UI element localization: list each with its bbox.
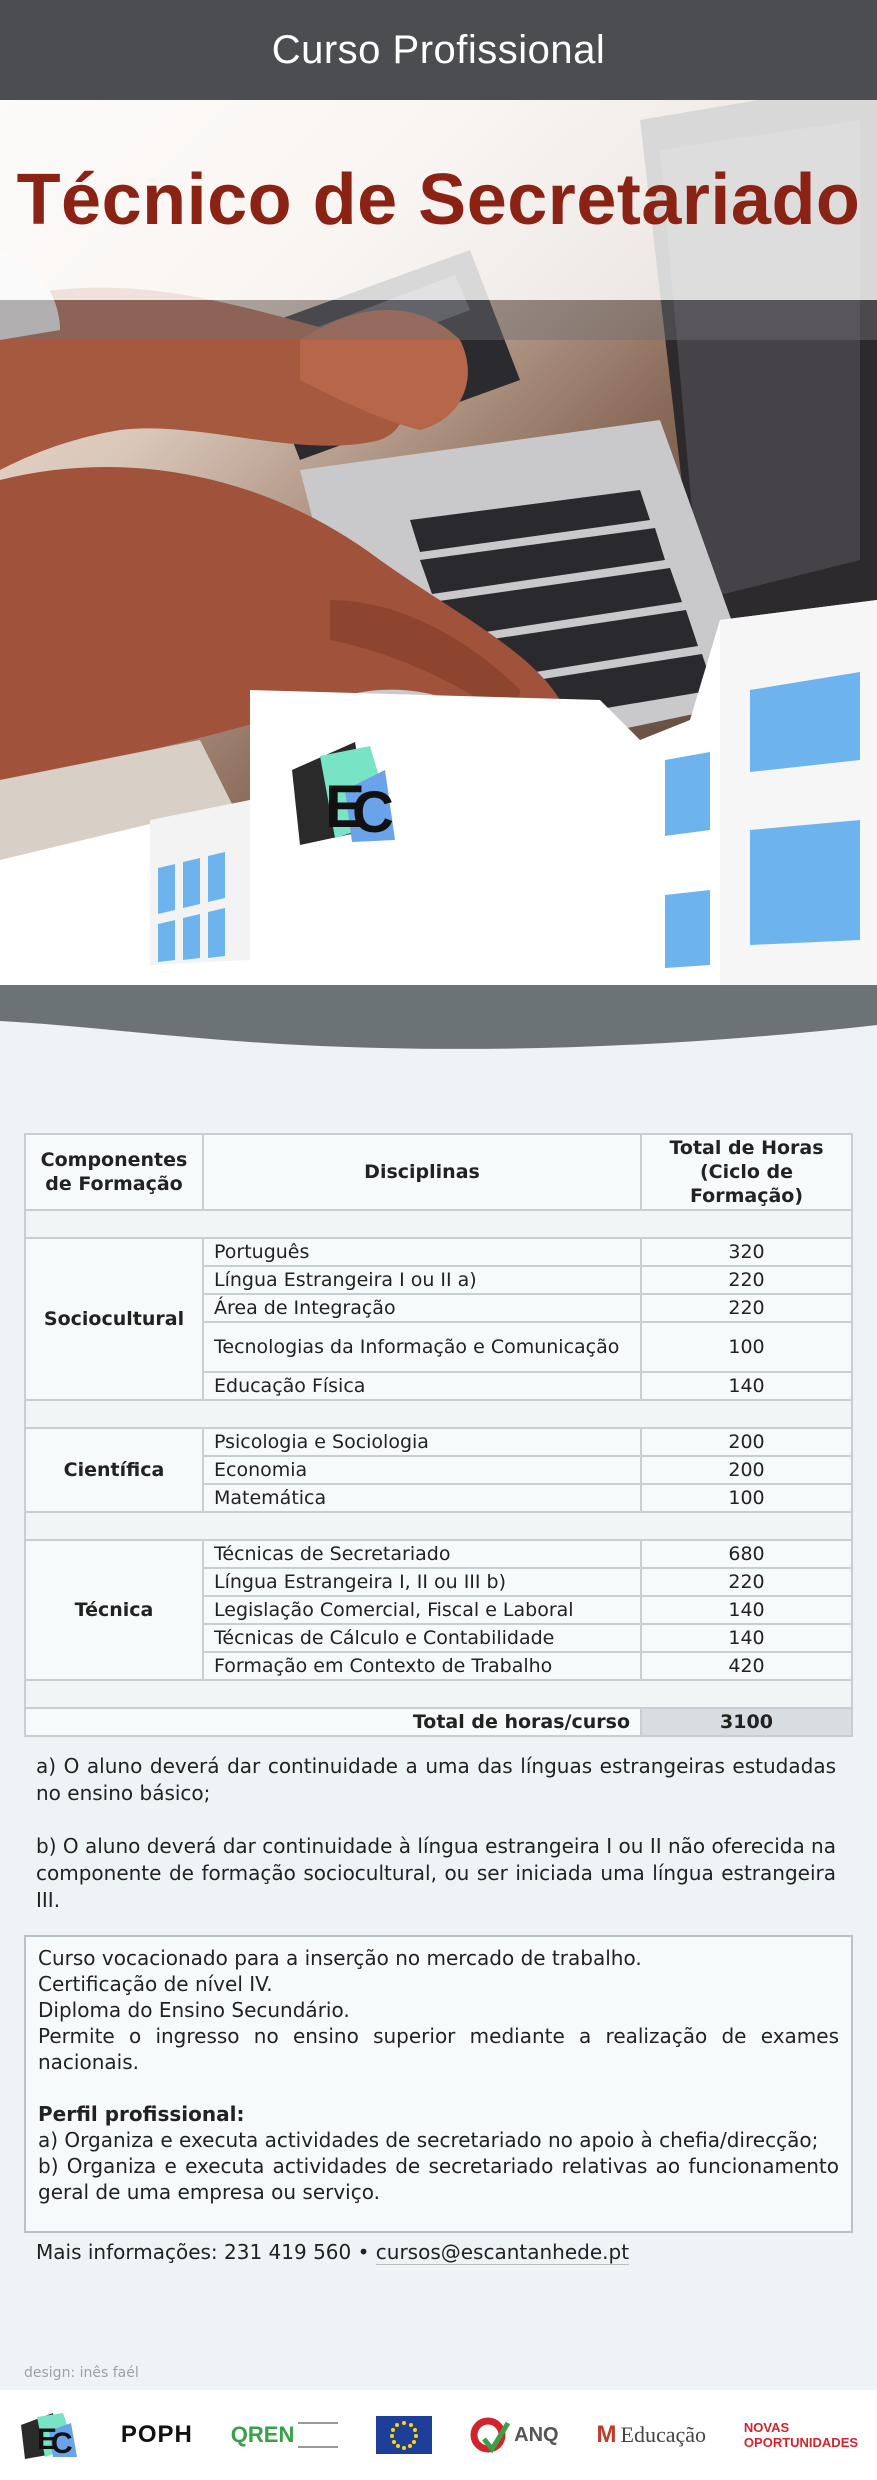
novas-oportunidades-logo: NOVAS OPORTUNIDADES [743, 2420, 859, 2450]
ec-logo [19, 2409, 83, 2461]
discipline-cell: Legislação Comercial, Fiscal e Laboral [203, 1596, 641, 1624]
hours-cell: 420 [641, 1652, 852, 1680]
table-row [25, 1428, 852, 1456]
note-b: b) O aluno deverá dar continuidade à língua estrangeira I ou II não oferecida na componente de formação sociocultural, ou ser iniciada uma língua estrangeira III. [36, 1834, 836, 1912]
poph-logo: POPH [120, 2421, 193, 2448]
title-shade [0, 300, 877, 340]
component-tecnica: Técnica [25, 1540, 203, 1680]
hours-cell: 220 [641, 1568, 852, 1596]
info-line: Certificação de nível IV. [38, 1972, 273, 1996]
discipline-cell: Tecnologias da Informação e Comunicação [203, 1322, 641, 1372]
discipline-cell: Matemática [203, 1484, 641, 1512]
qren-logo: QREN [231, 2422, 339, 2448]
note-a: a) O aluno deverá dar continuidade a uma das línguas estrangeiras estudadas no ensino básico; [36, 1754, 836, 1805]
hours-cell: 220 [641, 1266, 852, 1294]
profile-item: a) Organiza e executa actividades de secretariado no apoio à chefia/direcção; [38, 2128, 819, 2152]
anq-logo: ANQ [470, 2415, 558, 2455]
hero-banner [0, 0, 877, 1060]
table-header-row [25, 1134, 852, 1210]
header-disciplines: Disciplinas [203, 1134, 641, 1210]
profile-title: Perfil profissional: [38, 2102, 245, 2126]
discipline-cell: Português [203, 1238, 641, 1266]
svg-text:E: E [36, 2423, 57, 2456]
spacer-row [25, 1400, 852, 1428]
course-title: Técnico de Secretariado [16, 160, 861, 240]
svg-text:C: C [352, 780, 394, 845]
hours-cell: 100 [641, 1322, 852, 1372]
contact-phone: Mais informações: 231 419 560 • [36, 2240, 370, 2264]
info-line: Permite o ingresso no ensino superior mediante a realização de exames nacionais. [38, 2024, 839, 2074]
curriculum-table-wrap [24, 1133, 851, 1737]
table-row [25, 1540, 852, 1568]
svg-text:E: E [325, 773, 366, 840]
curriculum-table [24, 1133, 853, 1737]
info-line: Diploma do Ensino Secundário. [38, 1998, 350, 2022]
component-sociocultural: Sociocultural [25, 1238, 203, 1400]
hours-cell: 200 [641, 1428, 852, 1456]
hero-base [0, 985, 877, 1060]
hours-cell: 140 [641, 1372, 852, 1400]
discipline-cell: Economia [203, 1456, 641, 1484]
total-row [25, 1708, 852, 1736]
discipline-cell: Técnicas de Secretariado [203, 1540, 641, 1568]
footer-logos [0, 2390, 877, 2480]
discipline-cell: Técnicas de Cálculo e Contabilidade [203, 1624, 641, 1652]
info-line: Curso vocacionado para a inserção no mercado de trabalho. [38, 1946, 642, 1970]
hours-cell: 320 [641, 1238, 852, 1266]
discipline-cell: Língua Estrangeira I ou II a) [203, 1266, 641, 1294]
table-row [25, 1238, 852, 1266]
eu-flag-logo [376, 2416, 432, 2454]
contact-info [36, 2240, 629, 2264]
spacer-row [25, 1680, 852, 1708]
design-credit: design: inês faél [24, 2365, 139, 2381]
spacer-row [25, 1512, 852, 1540]
total-value: 3100 [641, 1708, 852, 1736]
contact-email-link[interactable]: cursos@escantanhede.pt [375, 2240, 630, 2264]
discipline-cell: Educação Física [203, 1372, 641, 1400]
hours-cell: 200 [641, 1456, 852, 1484]
course-info-box [24, 1935, 853, 2233]
ministerio-educacao-logo: M Educação [596, 2421, 707, 2448]
header-hours: Total de Horas (Ciclo de Formação) [641, 1134, 852, 1210]
hours-cell: 100 [641, 1484, 852, 1512]
component-cientifica: Científica [25, 1428, 203, 1512]
hours-cell: 140 [641, 1596, 852, 1624]
discipline-cell: Formação em Contexto de Trabalho [203, 1652, 641, 1680]
course-type: Curso Profissional [271, 27, 606, 72]
discipline-cell: Língua Estrangeira I, II ou III b) [203, 1568, 641, 1596]
profile-item: b) Organiza e executa actividades de secretariado relativas ao funcionamento geral de uma empresa ou serviço. [38, 2154, 839, 2204]
top-bar [0, 0, 877, 100]
total-label: Total de horas/curso [203, 1708, 641, 1736]
hours-cell: 220 [641, 1294, 852, 1322]
header-components: Componentes de Formação [25, 1134, 203, 1210]
hours-cell: 680 [641, 1540, 852, 1568]
hours-cell: 140 [641, 1624, 852, 1652]
title-band [0, 100, 877, 300]
spacer-row [25, 1210, 852, 1238]
svg-text:C: C [50, 2427, 73, 2460]
discipline-cell: Área de Integração [203, 1294, 641, 1322]
discipline-cell: Psicologia e Sociologia [203, 1428, 641, 1456]
